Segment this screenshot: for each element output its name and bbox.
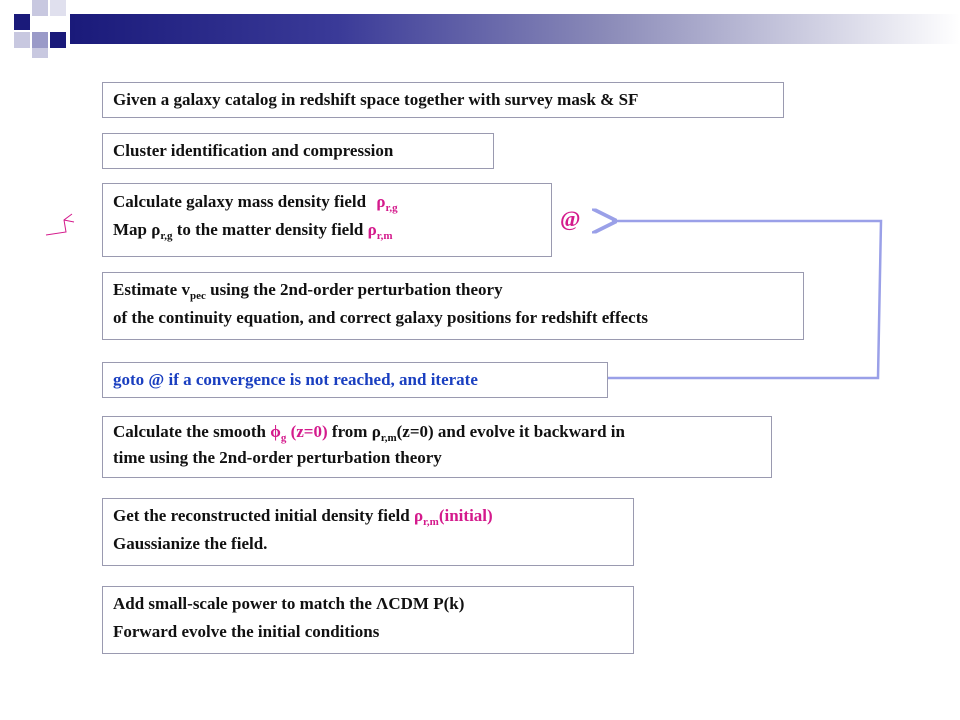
- step-text: Given a galaxy catalog in redshift space together with survey mask & SF: [113, 90, 639, 109]
- step-line: of the continuity equation, and correct galaxy positions for redshift effects: [113, 308, 648, 327]
- entry-arrow: [46, 214, 74, 235]
- step-text: goto @ if a convergence is not reached, and iterate: [113, 370, 478, 389]
- step-line: time using the 2nd-order perturbation theory: [113, 448, 442, 467]
- step-text: to the matter density field: [172, 220, 368, 239]
- step-line: Get the reconstructed initial density field $\rho_{r,m}(initial)$: [113, 506, 493, 528]
- subscript: r,g: [160, 230, 173, 242]
- phi-symbol: $\phi_g$ (z=0): [270, 422, 328, 444]
- step-text: Calculate galaxy mass density field: [113, 192, 367, 211]
- loop-target-marker: @: [560, 206, 581, 231]
- loop-back-arrow: [608, 221, 881, 378]
- step-line: Calculate the smooth $\phi_g$ (z=0) from $\rho_{r,m}(z=0)$ and evolve it backward in: [113, 422, 625, 444]
- rho-symbol: $\rho_{r,g}$: [376, 192, 398, 214]
- step-line: Add small-scale power to match the ΛCDM P(k): [113, 594, 465, 613]
- step-line: Forward evolve the initial conditions: [113, 622, 380, 641]
- step-line: Gaussianize the field.: [113, 534, 268, 553]
- step-text: Cluster identification and compression: [113, 141, 394, 160]
- rho-symbol: $\rho_{r,m}(initial)$: [413, 506, 493, 528]
- rho-symbol: $\rho_{r,m}$: [367, 220, 393, 242]
- step-line: Estimate $v_{pec}$ using the 2nd-order perturbation theory: [113, 280, 503, 302]
- step-text: Map ρ: [113, 220, 161, 239]
